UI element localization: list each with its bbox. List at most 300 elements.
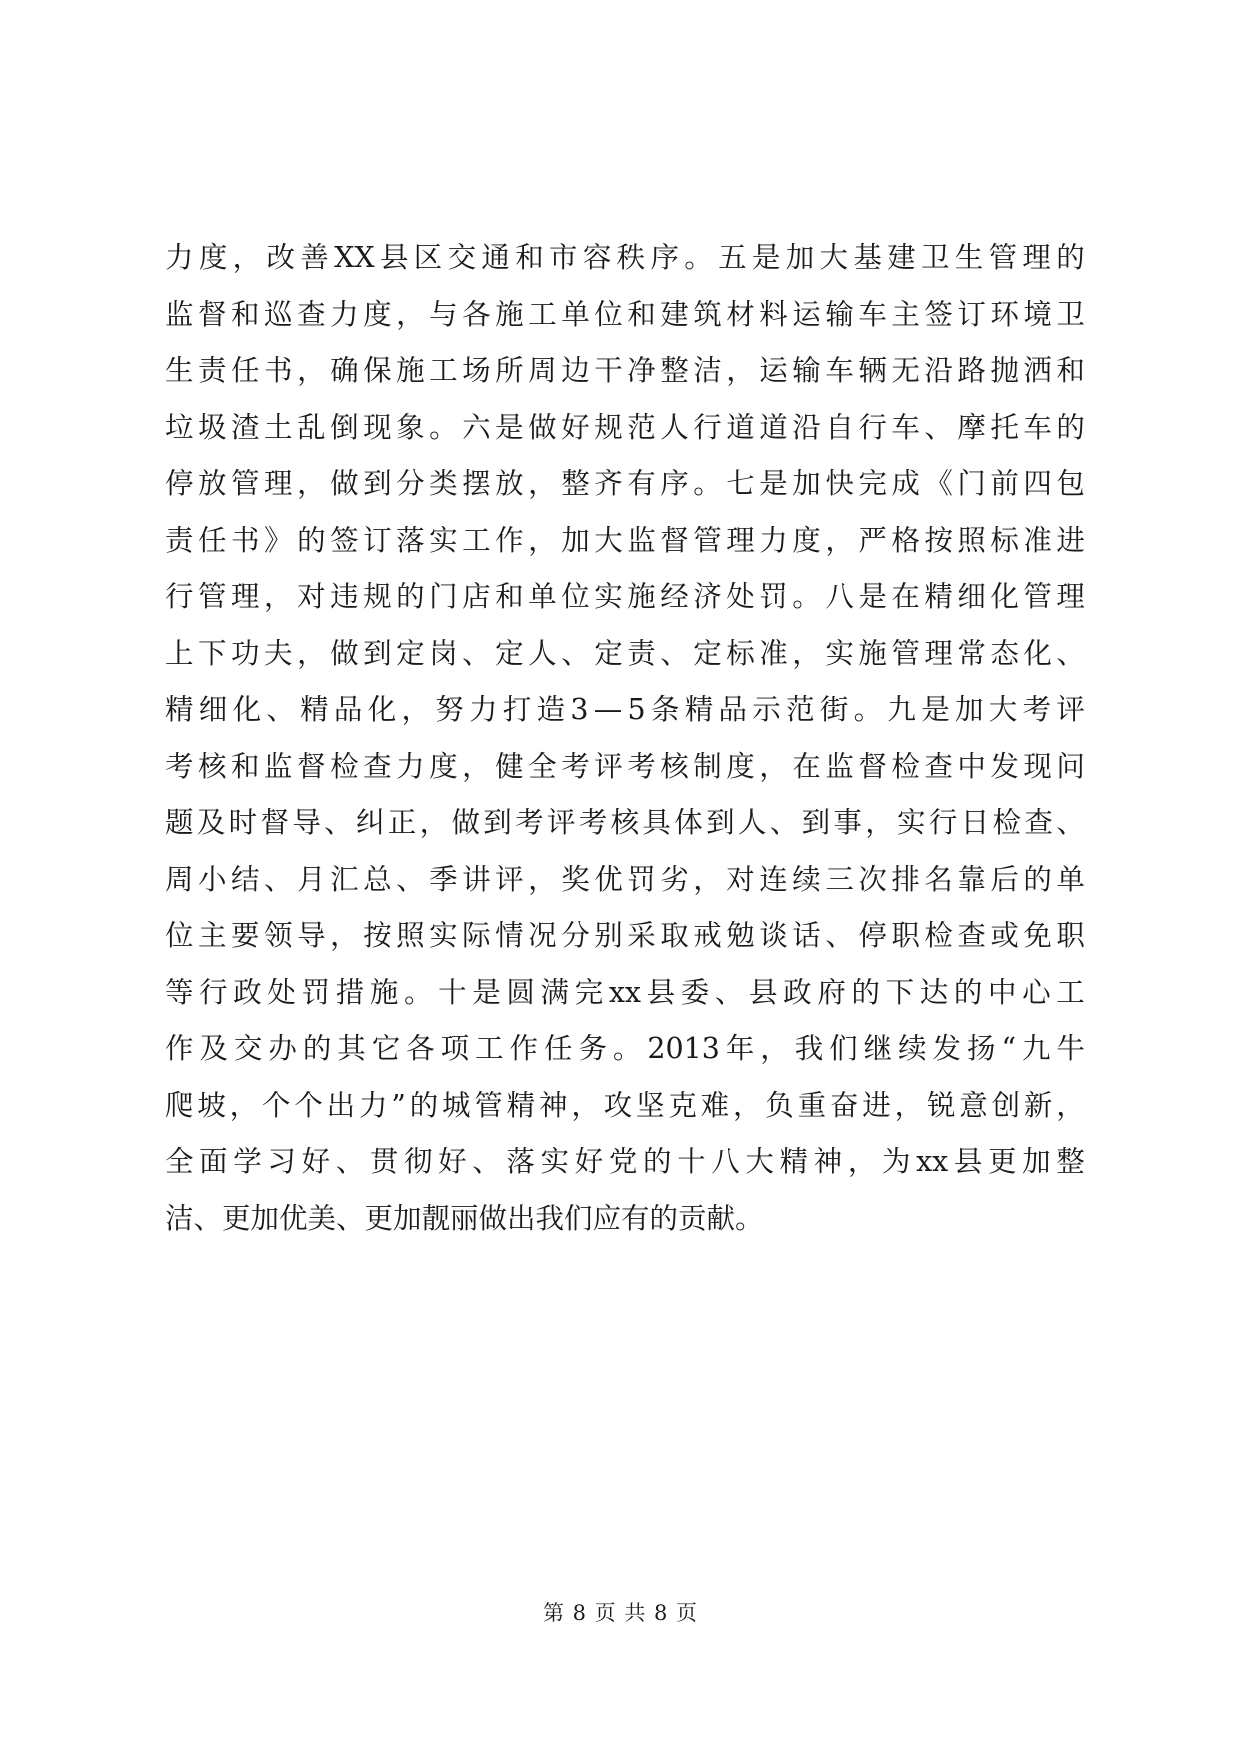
text-glyph: ，	[232, 241, 262, 274]
text-glyph: 交	[233, 1032, 263, 1065]
text-glyph: 督	[297, 749, 326, 783]
text-glyph: 施	[858, 636, 887, 670]
text-glyph: 及	[196, 806, 226, 839]
text-glyph: 。	[612, 1032, 642, 1065]
text-glyph: 县	[953, 1145, 983, 1178]
text-glyph: 任	[198, 523, 227, 557]
text-glyph: 5	[627, 693, 646, 726]
text-glyph: 实	[594, 580, 623, 613]
text-glyph: 实	[429, 919, 458, 952]
text-glyph: 定	[693, 636, 722, 670]
text-glyph: 。	[693, 467, 722, 500]
text-glyph: 生	[165, 354, 194, 387]
text-glyph: 八	[825, 580, 854, 613]
text-glyph: 齐	[594, 467, 623, 500]
text-glyph: 境	[1023, 297, 1052, 331]
text-glyph: 达	[919, 975, 949, 1009]
text-glyph: 、	[264, 862, 293, 896]
text-glyph: ，	[847, 1145, 877, 1178]
text-glyph: 确	[330, 354, 359, 387]
text-glyph: 续	[792, 862, 821, 896]
text-glyph: 坡	[197, 1088, 226, 1122]
text-glyph: 车	[858, 297, 887, 331]
text-glyph: 道	[726, 410, 755, 444]
text-glyph: 监	[825, 749, 854, 783]
text-glyph: 健	[495, 749, 524, 783]
text-glyph: 全	[165, 1145, 194, 1178]
text-glyph: ，	[396, 297, 425, 331]
text-glyph: 理	[924, 636, 953, 670]
text-glyph: ，	[792, 636, 821, 670]
text-glyph: 年	[725, 1032, 755, 1065]
page-number-footer: 第 8 页 共 8 页	[542, 1601, 699, 1625]
text-glyph: 、	[1056, 636, 1085, 670]
text-glyph: 摆	[462, 467, 491, 500]
text-glyph: 新	[1023, 1088, 1053, 1122]
text-glyph: 基	[853, 241, 882, 274]
text-glyph: 查	[924, 749, 953, 783]
text-glyph: 作	[509, 1032, 539, 1065]
text-glyph: ，	[264, 580, 293, 613]
text-glyph: 、	[825, 919, 854, 952]
text-glyph: 、	[462, 636, 491, 670]
text-glyph: 其	[337, 1032, 366, 1065]
text-glyph: 、	[472, 1145, 501, 1178]
text-glyph: 行	[199, 975, 228, 1009]
text-glyph: xx	[916, 1145, 949, 1178]
text-glyph: ，	[760, 1032, 789, 1065]
text-glyph: 劣	[660, 862, 689, 896]
text-glyph: 严	[858, 523, 887, 557]
text-glyph: 是	[921, 693, 950, 726]
text-glyph: 建	[660, 297, 689, 331]
text-glyph: 主	[198, 919, 227, 952]
text-line: 洁、更加优美、更加靓丽做出我们应有的贡献。	[165, 1201, 764, 1235]
text-glyph: 的	[1056, 410, 1085, 444]
text-glyph: 、	[924, 410, 953, 444]
text-glyph: 整	[1056, 1145, 1085, 1178]
text-glyph: 及	[199, 1032, 228, 1065]
text-glyph: 序	[660, 467, 689, 500]
text-glyph: 现	[363, 410, 392, 444]
text-glyph: ，	[462, 749, 491, 783]
text-glyph: 加	[1022, 1145, 1051, 1178]
text-glyph: 罚	[301, 975, 331, 1009]
text-glyph: 运	[792, 297, 821, 331]
text-glyph: 重	[797, 1088, 827, 1122]
text-glyph: 准	[1023, 523, 1052, 557]
text-glyph: 单	[1056, 862, 1085, 896]
text-glyph: 车	[1023, 410, 1052, 444]
text-glyph: 工	[475, 1032, 504, 1065]
text-glyph: 路	[957, 354, 986, 387]
text-glyph: 月	[297, 862, 326, 896]
text-glyph: 大	[745, 1145, 774, 1178]
text-glyph: 施	[396, 354, 425, 387]
text-glyph: 检	[924, 919, 953, 952]
text-glyph: 落	[506, 1145, 535, 1178]
text-glyph: 的	[953, 975, 983, 1009]
text-glyph: 道	[759, 410, 788, 444]
text-glyph: 监	[264, 749, 293, 783]
text-glyph: 好	[574, 1145, 604, 1178]
text-glyph: 管	[988, 241, 1018, 274]
text-glyph: 的	[396, 580, 425, 613]
text-glyph: 好	[561, 410, 590, 444]
text-glyph: 度	[198, 241, 228, 274]
text-glyph: 罚	[627, 862, 656, 896]
text-glyph: 品	[333, 693, 363, 726]
text-glyph: 停	[165, 467, 194, 500]
text-glyph: 职	[891, 919, 920, 952]
text-glyph: 查	[1024, 806, 1053, 839]
text-glyph: 化	[367, 693, 397, 726]
text-glyph: 度	[792, 523, 821, 557]
text-glyph: 事	[833, 806, 862, 839]
text-glyph: 力	[330, 297, 359, 331]
text-glyph: 渣	[231, 410, 260, 444]
text-glyph: 放	[198, 467, 227, 500]
text-glyph: 干	[594, 354, 623, 387]
text-glyph: 放	[495, 467, 524, 500]
text-glyph: 对	[726, 862, 755, 896]
text-glyph: 在	[792, 749, 821, 783]
text-glyph: 环	[990, 297, 1019, 331]
text-glyph: 加	[954, 693, 984, 726]
text-glyph: 全	[528, 749, 557, 783]
text-glyph: 们	[829, 1032, 858, 1065]
text-glyph: 汇	[330, 862, 359, 896]
text-glyph: 结	[231, 862, 260, 896]
text-glyph: 化	[990, 580, 1019, 613]
text-glyph: 下	[198, 636, 227, 670]
text-glyph: 生	[954, 241, 984, 274]
text-glyph: 谈	[759, 919, 788, 952]
text-glyph: 按	[363, 919, 392, 952]
text-glyph: 和	[495, 580, 524, 613]
text-glyph: 边	[561, 354, 590, 387]
text-glyph: ，	[528, 523, 557, 557]
text-glyph: 区	[413, 241, 443, 274]
text-glyph: 做	[330, 636, 359, 670]
text-glyph: 县	[749, 975, 778, 1009]
text-glyph: 象	[396, 410, 425, 444]
text-glyph: 检	[330, 749, 359, 783]
text-glyph: 九	[887, 693, 916, 726]
text-glyph: 措	[335, 975, 365, 1009]
text-glyph: 签	[330, 523, 359, 557]
text-glyph: 的	[302, 1032, 332, 1065]
text-glyph: 、	[769, 806, 799, 839]
text-glyph: 化	[232, 693, 262, 726]
text-glyph: 处	[267, 975, 296, 1009]
text-glyph: 三	[825, 862, 854, 896]
text-glyph: 项	[440, 1032, 470, 1065]
text-glyph: 。	[792, 580, 821, 613]
text-glyph: 中	[988, 975, 1017, 1009]
text-glyph: 努	[435, 693, 464, 726]
text-glyph: 、	[324, 806, 353, 839]
text-glyph: 店	[462, 580, 491, 613]
text-glyph: 贯	[369, 1145, 399, 1178]
text-glyph: 细	[957, 580, 986, 613]
text-glyph: 连	[759, 862, 788, 896]
text-glyph: “	[1001, 1032, 1017, 1065]
text-glyph: 考	[515, 806, 544, 839]
text-glyph: 、	[396, 862, 425, 896]
text-line	[165, 626, 1085, 683]
text-glyph: 洒	[1023, 354, 1052, 387]
text-glyph: 攻	[603, 1088, 633, 1122]
text-glyph: 加	[792, 467, 821, 500]
text-glyph: 卫	[920, 241, 950, 274]
text-glyph: 奋	[829, 1088, 859, 1122]
text-glyph: 到	[801, 806, 831, 839]
text-glyph: 位	[165, 919, 194, 952]
text-glyph: 罚	[759, 580, 788, 613]
text-glyph: ，	[528, 862, 557, 896]
text-glyph: 牛	[1056, 1032, 1085, 1065]
text-glyph: 大	[988, 693, 1018, 726]
text-glyph: 季	[429, 862, 458, 896]
text-glyph: 管	[231, 467, 260, 500]
text-glyph: 规	[363, 580, 392, 613]
text-glyph: 《	[924, 467, 953, 500]
text-glyph: 车	[891, 410, 920, 444]
text-line	[165, 1134, 1085, 1191]
text-glyph: —	[593, 693, 623, 726]
text-line	[165, 852, 1085, 909]
text-glyph: 的	[1023, 862, 1052, 896]
text-glyph: 任	[231, 354, 260, 387]
text-glyph: 评	[1056, 693, 1085, 726]
text-glyph: ，	[1056, 1088, 1085, 1122]
text-glyph: 责	[198, 354, 227, 387]
text-glyph: 定	[495, 636, 524, 670]
text-glyph: 或	[990, 919, 1019, 952]
text-glyph: 要	[231, 919, 260, 952]
text-glyph: 、	[660, 636, 689, 670]
text-glyph: 等	[165, 975, 194, 1009]
text-glyph: 改	[266, 241, 295, 274]
text-glyph: 优	[594, 862, 623, 896]
text-glyph: 县	[646, 975, 676, 1009]
text-glyph: 前	[990, 467, 1019, 500]
text-glyph: 监	[165, 297, 194, 331]
text-glyph: 务	[578, 1032, 607, 1065]
text-glyph: 和	[515, 241, 544, 274]
text-glyph: 垃	[165, 410, 194, 444]
body-text	[165, 230, 1085, 1247]
text-glyph: 的	[642, 1145, 672, 1178]
text-glyph: ，	[229, 1088, 259, 1122]
text-glyph: 各	[462, 297, 491, 331]
text-glyph: 筑	[693, 297, 722, 331]
text-glyph: 任	[543, 1032, 573, 1065]
text-glyph: 辆	[858, 354, 887, 387]
text-glyph: 领	[264, 919, 293, 952]
text-glyph: 好	[301, 1145, 331, 1178]
text-glyph: 精	[779, 1145, 809, 1178]
text-glyph: 实	[825, 636, 854, 670]
text-line	[165, 682, 1085, 739]
text-glyph: ”	[391, 1088, 406, 1122]
text-glyph: 和	[231, 297, 260, 331]
text-glyph: 为	[881, 1145, 911, 1178]
text-glyph: 经	[660, 580, 689, 613]
text-glyph: 别	[594, 919, 623, 952]
text-glyph: ，	[865, 806, 894, 839]
text-line	[165, 739, 1085, 796]
text-glyph: 政	[233, 975, 262, 1009]
text-glyph: 责	[627, 636, 656, 670]
text-line	[165, 230, 1085, 287]
text-glyph: 、	[561, 636, 590, 670]
text-glyph: 夫	[264, 636, 293, 670]
text-glyph: 大	[819, 241, 849, 274]
text-glyph: 精	[165, 693, 194, 726]
text-glyph: 是	[472, 975, 501, 1009]
text-glyph: 作	[165, 1032, 194, 1065]
text-glyph: 进	[862, 1088, 891, 1122]
text-glyph: 实	[897, 806, 926, 839]
text-glyph: 取	[660, 919, 689, 952]
text-glyph: 城	[442, 1088, 471, 1122]
text-line	[165, 1021, 1085, 1078]
text-glyph: 秩	[616, 241, 646, 274]
text-glyph: ，	[297, 636, 326, 670]
text-glyph: 考	[627, 749, 656, 783]
text-glyph: 2013	[647, 1032, 720, 1065]
text-glyph: 托	[990, 410, 1019, 444]
text-glyph: 实	[540, 1145, 570, 1178]
text-glyph: 我	[794, 1032, 824, 1065]
text-glyph: 和	[627, 297, 656, 331]
text-glyph: ，	[401, 693, 430, 726]
text-glyph: 督	[260, 806, 289, 839]
text-glyph: 精	[924, 580, 953, 613]
text-glyph: 到	[363, 467, 392, 500]
text-glyph: 十	[677, 1145, 706, 1178]
text-glyph: 职	[1056, 919, 1085, 952]
text-glyph: 各	[406, 1032, 435, 1065]
text-glyph: ，	[759, 749, 788, 783]
text-glyph: 书	[231, 523, 260, 557]
text-glyph: ，	[297, 354, 326, 387]
text-glyph: 卫	[1056, 297, 1085, 331]
text-glyph: 是	[751, 241, 781, 274]
text-glyph: 订	[957, 297, 986, 331]
text-glyph: xx	[608, 975, 641, 1009]
text-glyph: 市	[549, 241, 578, 274]
text-glyph: 府	[817, 975, 846, 1009]
text-glyph: ，	[732, 1088, 762, 1122]
text-glyph: 分	[561, 919, 590, 952]
text-glyph: 排	[891, 862, 920, 896]
text-glyph: 戒	[693, 919, 722, 952]
text-glyph: 是	[858, 580, 887, 613]
text-glyph: 理	[726, 523, 755, 557]
text-glyph: 十	[438, 975, 467, 1009]
text-glyph: 倒	[330, 410, 359, 444]
text-glyph: 、	[714, 975, 744, 1009]
text-glyph: 考	[165, 749, 194, 783]
text-glyph: 委	[680, 975, 710, 1009]
text-glyph: 》	[264, 523, 293, 557]
text-glyph: 态	[990, 636, 1019, 670]
text-glyph: 门	[429, 580, 458, 613]
text-glyph: 、	[1056, 806, 1085, 839]
text-glyph: 类	[429, 467, 458, 500]
text-glyph: 考	[561, 749, 590, 783]
text-glyph: 周	[165, 862, 194, 896]
text-glyph: 县	[379, 241, 409, 274]
text-glyph: 书	[264, 354, 293, 387]
text-glyph: 3	[570, 693, 589, 726]
text-glyph: 进	[1056, 523, 1085, 557]
text-glyph: 运	[759, 354, 788, 387]
text-glyph: 具	[642, 806, 671, 839]
text-glyph: 奖	[561, 862, 590, 896]
text-glyph: 场	[462, 354, 491, 387]
text-glyph: 扬	[966, 1032, 996, 1065]
text-glyph: 街	[819, 693, 849, 726]
text-glyph: 乱	[297, 410, 326, 444]
text-glyph: 停	[858, 919, 887, 952]
text-glyph: 下	[885, 975, 915, 1009]
text-glyph: 违	[330, 580, 359, 613]
text-glyph: ，	[330, 919, 359, 952]
text-glyph: 时	[228, 806, 258, 839]
text-glyph: 照	[396, 919, 425, 952]
text-glyph: 的	[297, 523, 326, 557]
text-glyph: 工	[1056, 975, 1085, 1009]
text-glyph: 功	[231, 636, 260, 670]
text-glyph: 签	[924, 297, 953, 331]
text-glyph: 整	[561, 467, 590, 500]
text-glyph: 际	[462, 919, 491, 952]
text-glyph: 范	[627, 410, 656, 444]
text-glyph: 查	[363, 749, 392, 783]
text-glyph: ，	[571, 1088, 600, 1122]
text-glyph: 人	[528, 636, 557, 670]
text-glyph: 采	[627, 919, 656, 952]
text-glyph: 爬	[165, 1088, 194, 1122]
text-glyph: 靠	[957, 862, 986, 896]
text-glyph: 输	[825, 297, 854, 331]
text-line	[165, 343, 1085, 400]
text-glyph: 的	[409, 1088, 439, 1122]
text-glyph: 日	[960, 806, 990, 839]
text-glyph: 评	[495, 862, 524, 896]
text-glyph: 情	[495, 919, 524, 952]
text-glyph: 查	[297, 297, 326, 331]
text-glyph: XX	[334, 241, 375, 274]
text-glyph: 整	[660, 354, 689, 387]
text-glyph: 落	[396, 523, 425, 557]
text-glyph: 常	[957, 636, 986, 670]
text-glyph: 善	[300, 241, 329, 274]
text-glyph: 后	[990, 862, 1019, 896]
text-glyph: 核	[198, 749, 227, 783]
text-glyph: 材	[726, 297, 755, 331]
text-glyph: 成	[891, 467, 920, 500]
text-glyph: 工	[528, 297, 557, 331]
text-glyph: 小	[198, 862, 227, 896]
text-glyph: 实	[429, 523, 458, 557]
text-glyph: 施	[495, 297, 524, 331]
text-glyph: 勉	[726, 919, 755, 952]
